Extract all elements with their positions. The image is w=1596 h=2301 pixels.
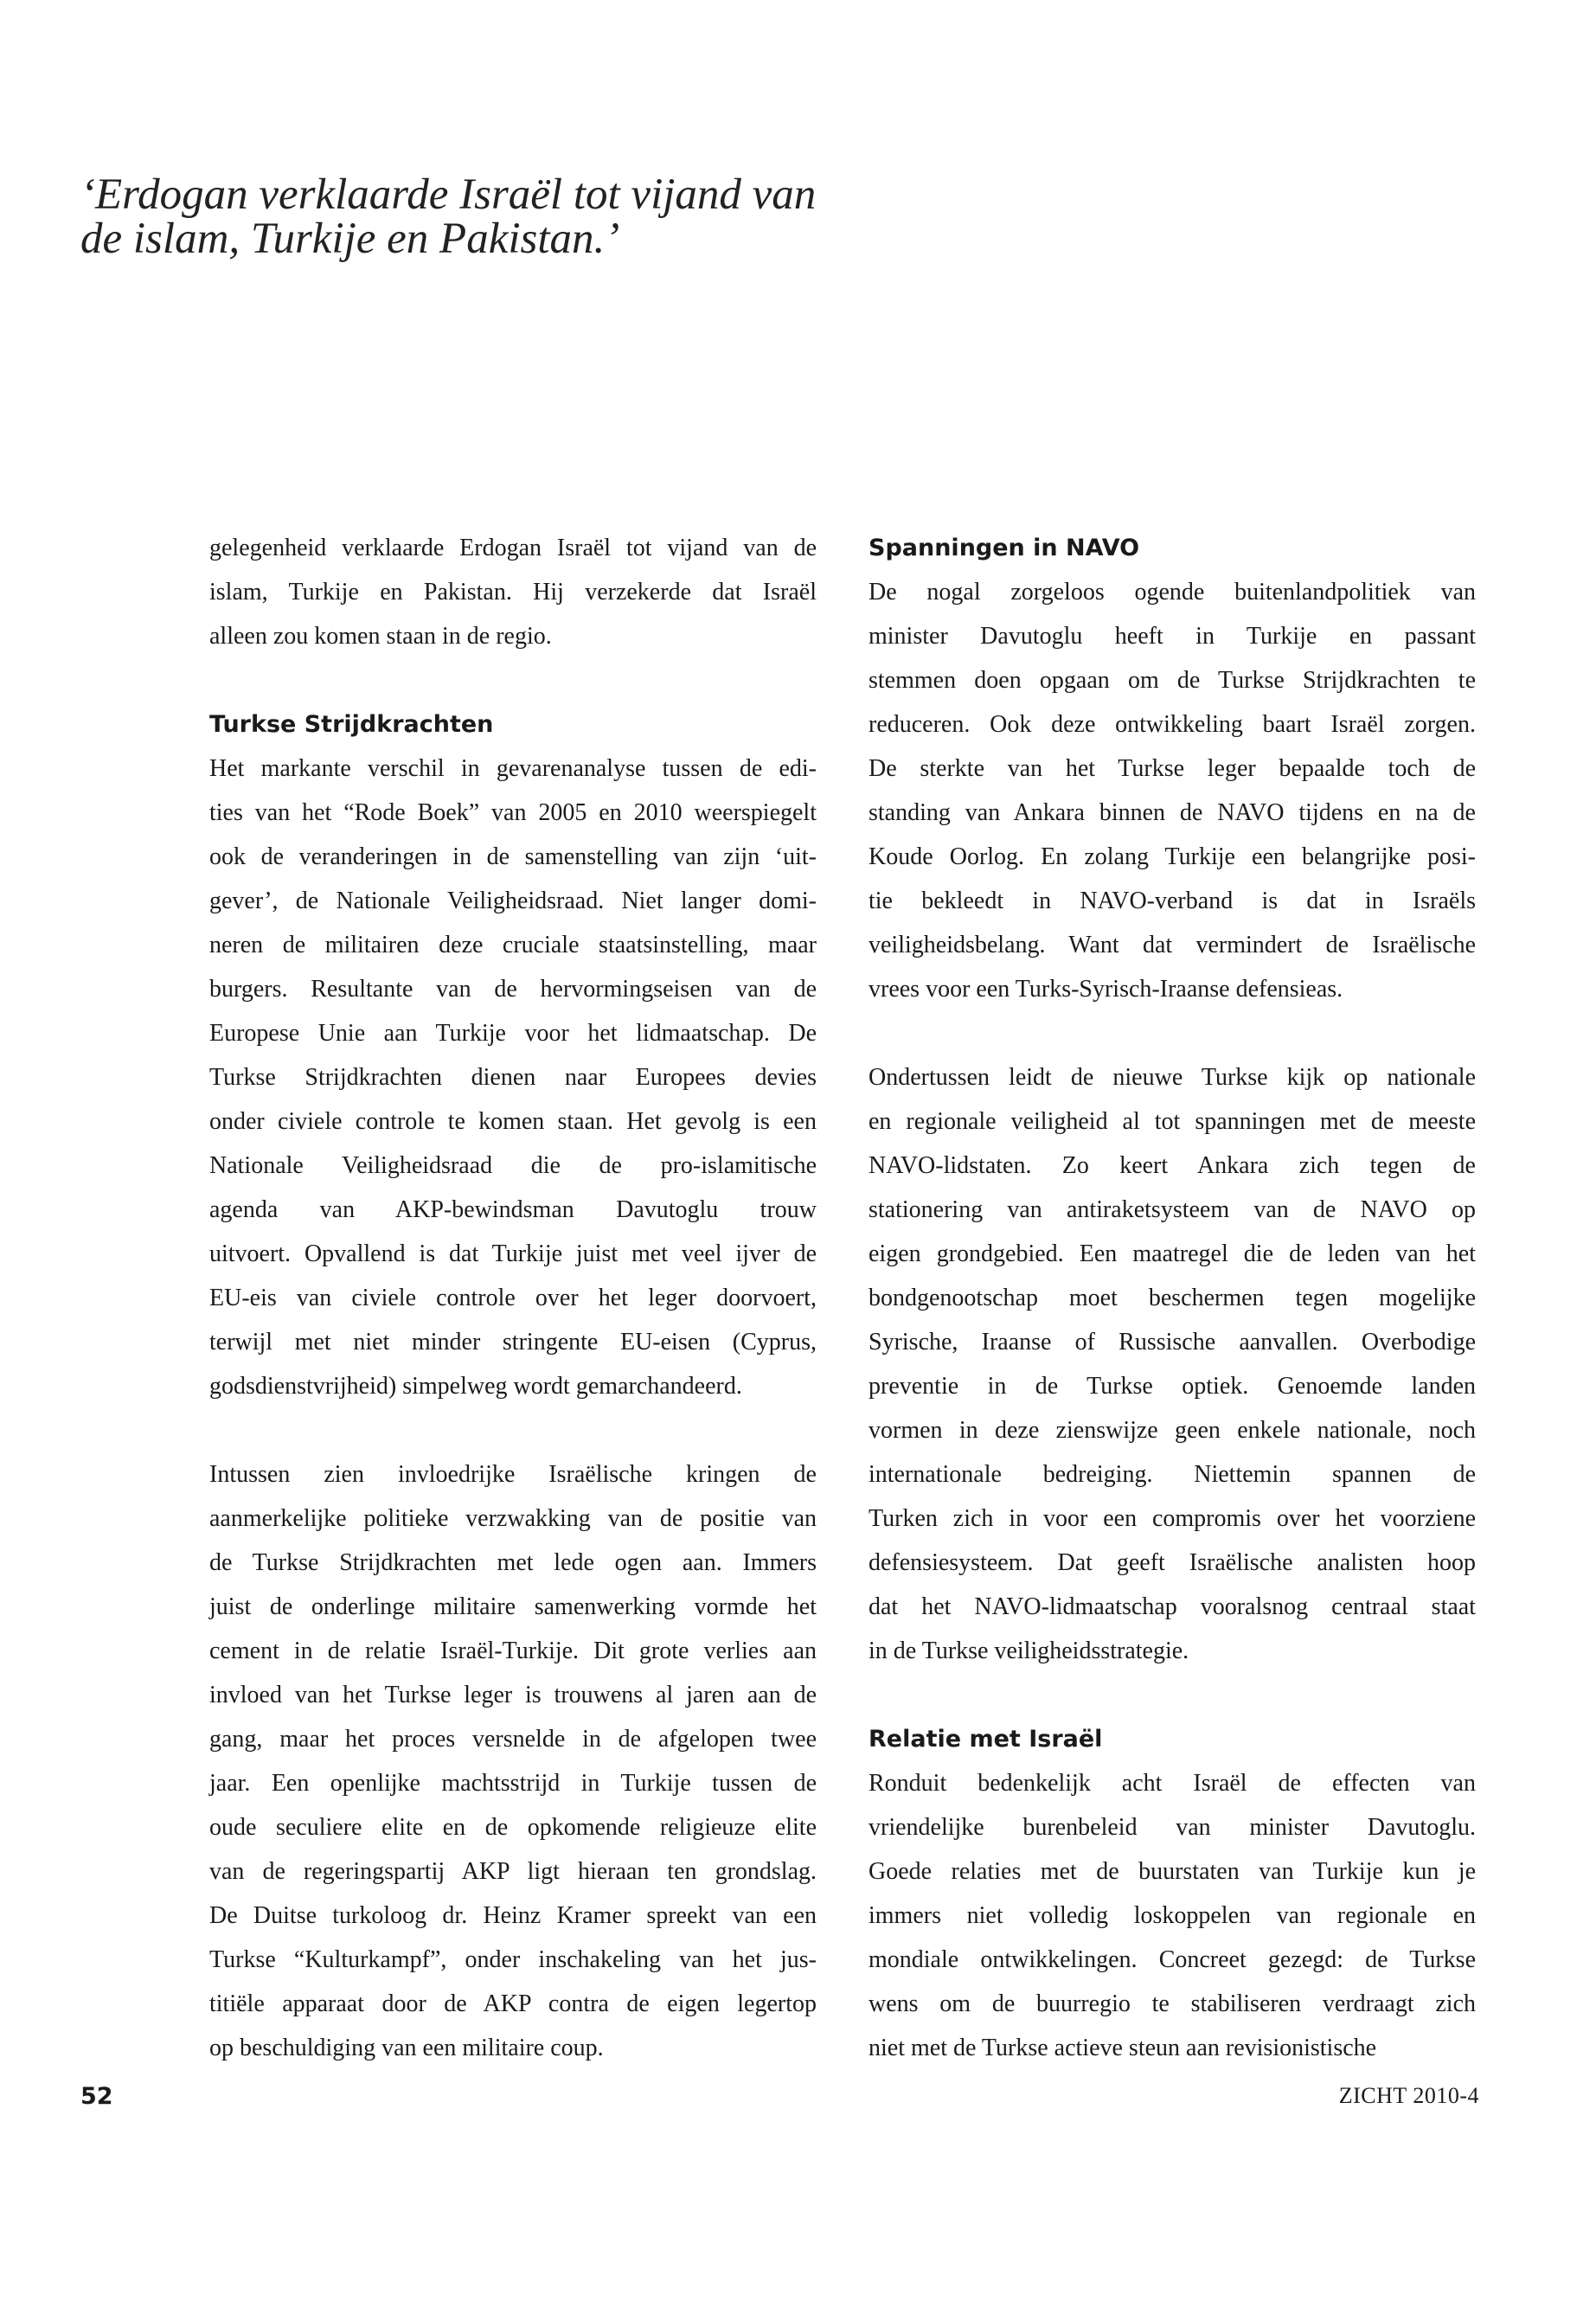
text-line: titiële apparaat door de AKP contra de eigen legertop <box>209 1990 817 2017</box>
text-line: godsdienstvrijheid) simpelweg wordt gemarchandeerd. <box>209 1373 742 1400</box>
text-line: Het markante verschil in gevarenanalyse tussen de edi- <box>209 755 817 782</box>
text-line: Goede relaties met de buurstaten van Turkije kun je <box>869 1858 1476 1885</box>
page-number: 52 <box>80 2083 113 2110</box>
text-line: agenda van AKP-bewindsman Davutoglu trouw <box>209 1196 817 1223</box>
text-line: Ronduit bedenkelijk acht Israël de effecten van <box>869 1770 1476 1797</box>
journal-issue: ZICHT 2010-4 <box>1338 2083 1479 2108</box>
text-line: stemmen doen opgaan om de Turkse Strijdkrachten te <box>869 667 1476 694</box>
text-line: de Turkse Strijdkrachten met lede ogen aan. Immers <box>209 1549 817 1576</box>
text-line: wens om de buurregio te stabiliseren verdraagt zich <box>869 1990 1476 2017</box>
text-line: islam, Turkije en Pakistan. Hij verzekerde dat Israël <box>209 579 817 606</box>
paragraph <box>869 1055 1476 1673</box>
text-line: en regionale veiligheid al tot spanningen met de meeste <box>869 1108 1476 1135</box>
section-heading-turkse-strijdkrachten: Turkse Strijdkrachten <box>209 711 494 738</box>
left-column <box>209 526 817 2070</box>
text-line: gelegenheid verklaarde Erdogan Israël tot vijand van de <box>209 535 817 561</box>
text-line: stationering van antiraketsysteem van de NAVO op <box>869 1196 1476 1223</box>
paragraph <box>209 747 817 1408</box>
text-line: NAVO-lidstaten. Zo keert Ankara zich tegen de <box>869 1152 1476 1179</box>
text-line: Koude Oorlog. En zolang Turkije een belangrijke posi- <box>869 843 1476 870</box>
text-line: vormen in deze zienswijze geen enkele nationale, noch <box>869 1417 1476 1444</box>
text-line: cement in de relatie Israël-Turkije. Dit grote verlies aan <box>209 1638 817 1664</box>
text-line: reduceren. Ook deze ontwikkeling baart Israël zorgen. <box>869 711 1476 738</box>
text-line: eigen grondgebied. Een maatregel die de leden van het <box>869 1240 1476 1267</box>
text-line: uitvoert. Opvallend is dat Turkije juist met veel ijver de <box>209 1240 817 1267</box>
paragraph <box>209 1452 817 2070</box>
text-line: dat het NAVO-lidmaatschap vooralsnog centraal staat <box>869 1593 1476 1620</box>
text-line: alleen zou komen staan in de regio. <box>209 623 552 650</box>
text-line: onder civiele controle te komen staan. Het gevolg is een <box>209 1108 817 1135</box>
text-line: Syrische, Iraanse of Russische aanvallen. Overbodige <box>869 1329 1476 1356</box>
text-line: van de regeringspartij AKP ligt hieraan ten grondslag. <box>209 1858 817 1885</box>
text-line: vriendelijke burenbeleid van minister Davutoglu. <box>869 1814 1476 1841</box>
text-line: internationale bedreiging. Niettemin spannen de <box>869 1461 1476 1488</box>
text-line: minister Davutoglu heeft in Turkije en passant <box>869 623 1476 650</box>
text-line: mondiale ontwikkelingen. Concreet gezegd: de Turkse <box>869 1946 1476 1973</box>
text-line: jaar. Een openlijke machtsstrijd in Turkije tussen de <box>209 1770 817 1797</box>
text-line: bondgenootschap moet beschermen tegen mogelijke <box>869 1285 1476 1311</box>
paragraph <box>869 1761 1476 2070</box>
text-line: De Duitse turkoloog dr. Heinz Kramer spreekt van een <box>209 1902 817 1929</box>
paragraph <box>869 570 1476 1011</box>
text-line: veiligheidsbelang. Want dat vermindert de Israëlische <box>869 932 1476 958</box>
text-line: defensiesysteem. Dat geeft Israëlische analisten hoop <box>869 1549 1476 1576</box>
section-heading-spanningen-in-navo: Spanningen in NAVO <box>869 535 1140 561</box>
text-line: juist de onderlinge militaire samenwerking vormde het <box>209 1593 817 1620</box>
text-line: Nationale Veiligheidsraad die de pro-islamitische <box>209 1152 817 1179</box>
section-heading-relatie-met-israel: Relatie met Israël <box>869 1726 1103 1753</box>
pull-quote-line: ‘Erdogan verklaarde Israël tot vijand van <box>80 170 817 219</box>
text-line: Turken zich in voor een compromis over het voorziene <box>869 1505 1476 1532</box>
text-line: op beschuldiging van een militaire coup. <box>209 2035 604 2061</box>
text-line: burgers. Resultante van de hervormingseisen van de <box>209 976 817 1003</box>
text-line: preventie in de Turkse optiek. Genoemde landen <box>869 1373 1476 1400</box>
text-line: terwijl met niet minder stringente EU-eisen (Cyprus, <box>209 1329 817 1356</box>
text-line: Europese Unie aan Turkije voor het lidmaatschap. De <box>209 1020 817 1047</box>
text-line: Turkse “Kulturkampf”, onder inschakeling van het jus- <box>209 1946 817 1973</box>
right-column <box>869 526 1476 2070</box>
text-line: invloed van het Turkse leger is trouwens al jaren aan de <box>209 1682 817 1708</box>
text-line: tie bekleedt in NAVO-verband is dat in Israëls <box>869 888 1476 914</box>
text-line: gang, maar het proces versnelde in de afgelopen twee <box>209 1726 817 1753</box>
text-line: aanmerkelijke politieke verzwakking van de positie van <box>209 1505 817 1532</box>
text-line: Turkse Strijdkrachten dienen naar Europees devies <box>209 1064 817 1091</box>
text-line: De nogal zorgeloos ogende buitenlandpolitiek van <box>869 579 1476 606</box>
text-line: gever’, de Nationale Veiligheidsraad. Niet langer domi- <box>209 888 817 914</box>
intro-paragraph <box>209 526 817 658</box>
text-line: Ondertussen leidt de nieuwe Turkse kijk op nationale <box>869 1064 1476 1091</box>
text-line: immers niet volledig loskoppelen van regionale en <box>869 1902 1476 1929</box>
text-line: De sterkte van het Turkse leger bepaalde toch de <box>869 755 1476 782</box>
text-line: EU-eis van civiele controle over het leger doorvoert, <box>209 1285 817 1311</box>
text-line: in de Turkse veiligheidsstrategie. <box>869 1638 1189 1664</box>
text-line: standing van Ankara binnen de NAVO tijdens en na de <box>869 799 1476 826</box>
text-line: niet met de Turkse actieve steun aan revisionistische <box>869 2035 1377 2061</box>
text-line: vrees voor een Turks-Syrisch-Iraanse defensieas. <box>869 976 1343 1003</box>
text-line: oude seculiere elite en de opkomende religieuze elite <box>209 1814 817 1841</box>
text-line: neren de militairen deze cruciale staatsinstelling, maar <box>209 932 817 958</box>
text-line: ook de veranderingen in de samenstelling van zijn ‘uit- <box>209 843 817 870</box>
text-line: Intussen zien invloedrijke Israëlische kringen de <box>209 1461 817 1488</box>
pull-quote-line: de islam, Turkije en Pakistan.’ <box>80 215 620 263</box>
text-line: ties van het “Rode Boek” van 2005 en 2010 weerspiegelt <box>209 799 817 826</box>
pull-quote <box>80 164 859 263</box>
